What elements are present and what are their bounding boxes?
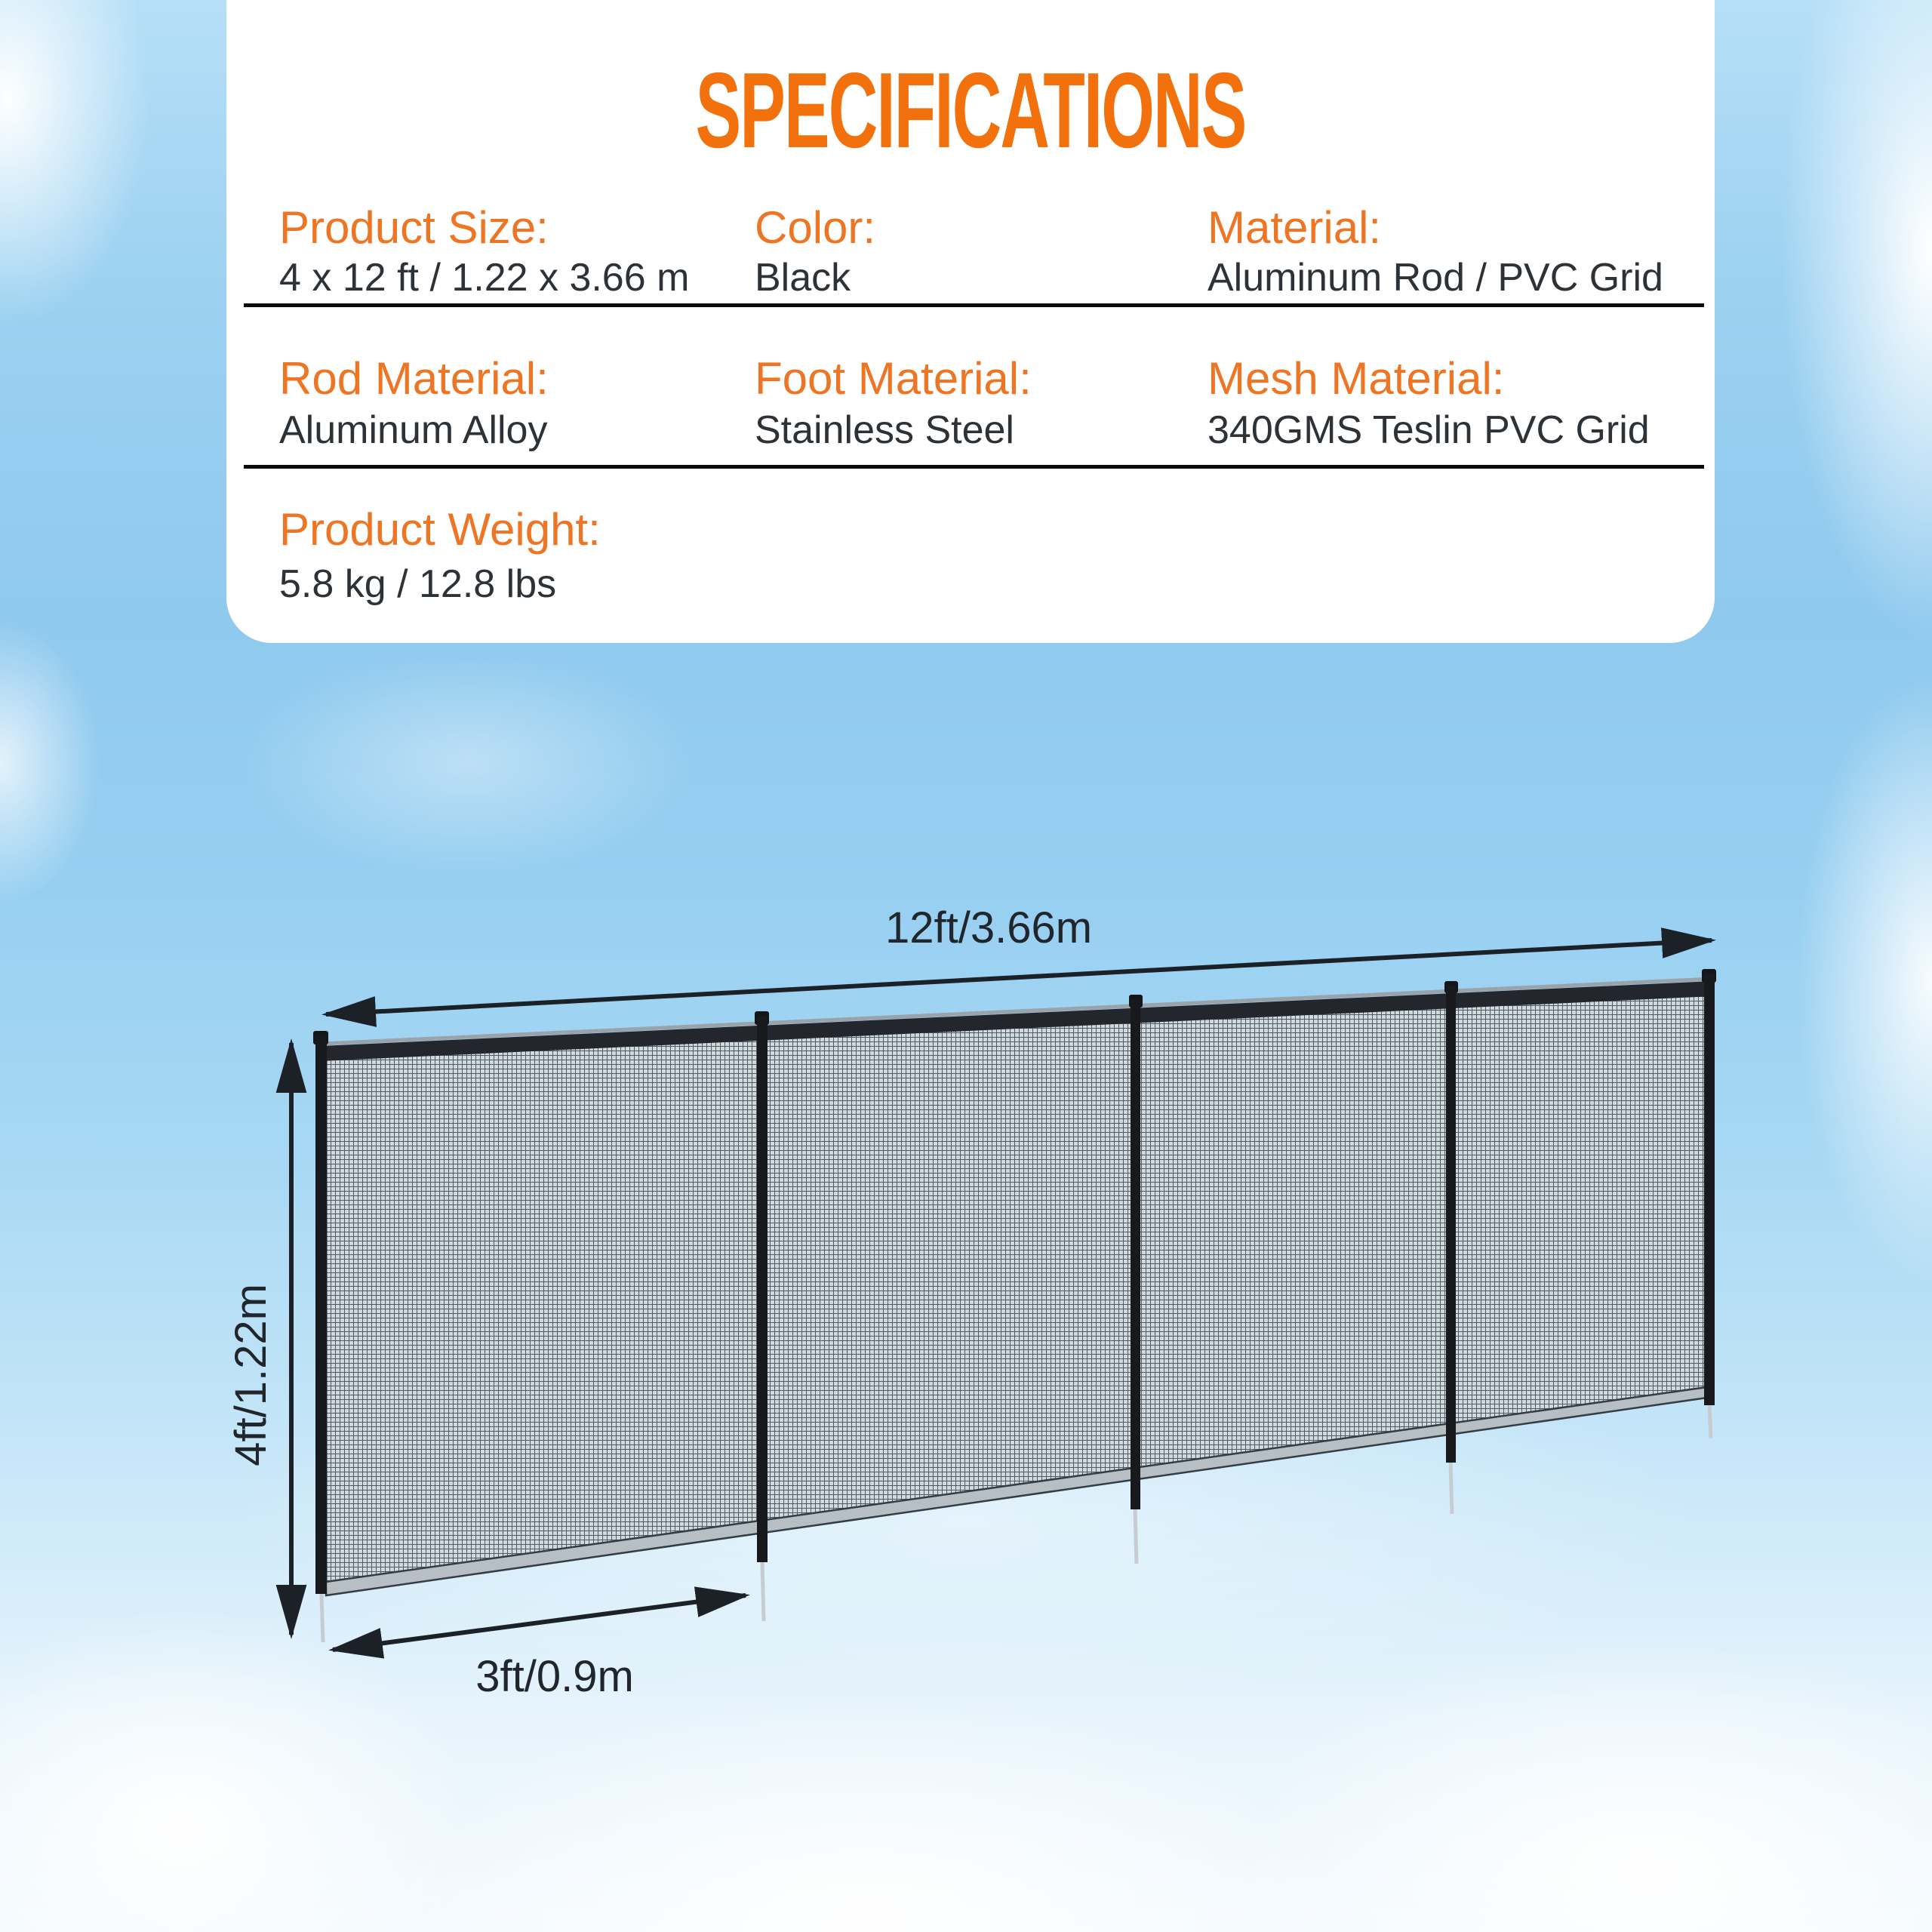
post-3-spike <box>1135 1509 1137 1564</box>
post-1-body <box>315 1035 327 1594</box>
post-4-body <box>1446 986 1456 1463</box>
post-2-body <box>757 1016 768 1562</box>
fence-post-1 <box>313 1031 328 1642</box>
height-dimension-label: 4ft/1.22m <box>226 1284 275 1466</box>
spec-label-product-weight: Product Weight: <box>279 504 601 555</box>
spec-label-product-size: Product Size: <box>279 202 549 253</box>
width-dimension-label: 12ft/3.66m <box>884 903 1093 952</box>
fence-mesh <box>326 990 1707 1591</box>
spec-value-rod-material: Aluminum Alloy <box>279 408 548 452</box>
spec-label-foot-material: Foot Material: <box>755 353 1032 404</box>
spec-label-rod-material: Rod Material: <box>279 353 549 404</box>
page-title: SPECIFICATIONS <box>695 51 1246 171</box>
post-2-spike <box>762 1562 764 1621</box>
pool-fence-illustration <box>0 868 1932 1849</box>
spec-label-color: Color: <box>755 202 876 253</box>
post-5-body <box>1704 974 1715 1405</box>
spec-value-foot-material: Stainless Steel <box>755 408 1014 452</box>
spec-value-mesh-material: 340GMS Teslin PVC Grid <box>1208 408 1650 452</box>
spec-value-color: Black <box>755 256 851 300</box>
panel-width-dimension-arrow <box>333 1595 746 1650</box>
divider-line-1 <box>244 303 1704 307</box>
spec-card <box>226 0 1715 643</box>
spec-value-material: Aluminum Rod / PVC Grid <box>1208 256 1663 300</box>
spec-label-material: Material: <box>1208 202 1382 253</box>
post-3-body <box>1131 999 1140 1509</box>
post-4-spike <box>1451 1463 1452 1514</box>
panel-width-dimension-label: 3ft/0.9m <box>475 1652 634 1701</box>
spec-value-product-weight: 5.8 kg / 12.8 lbs <box>279 562 557 606</box>
post-5-spike <box>1709 1405 1711 1438</box>
post-1-spike <box>321 1594 323 1642</box>
spec-value-product-size: 4 x 12 ft / 1.22 x 3.66 m <box>279 256 690 300</box>
spec-label-mesh-material: Mesh Material: <box>1208 353 1505 404</box>
divider-line-2 <box>244 465 1704 469</box>
